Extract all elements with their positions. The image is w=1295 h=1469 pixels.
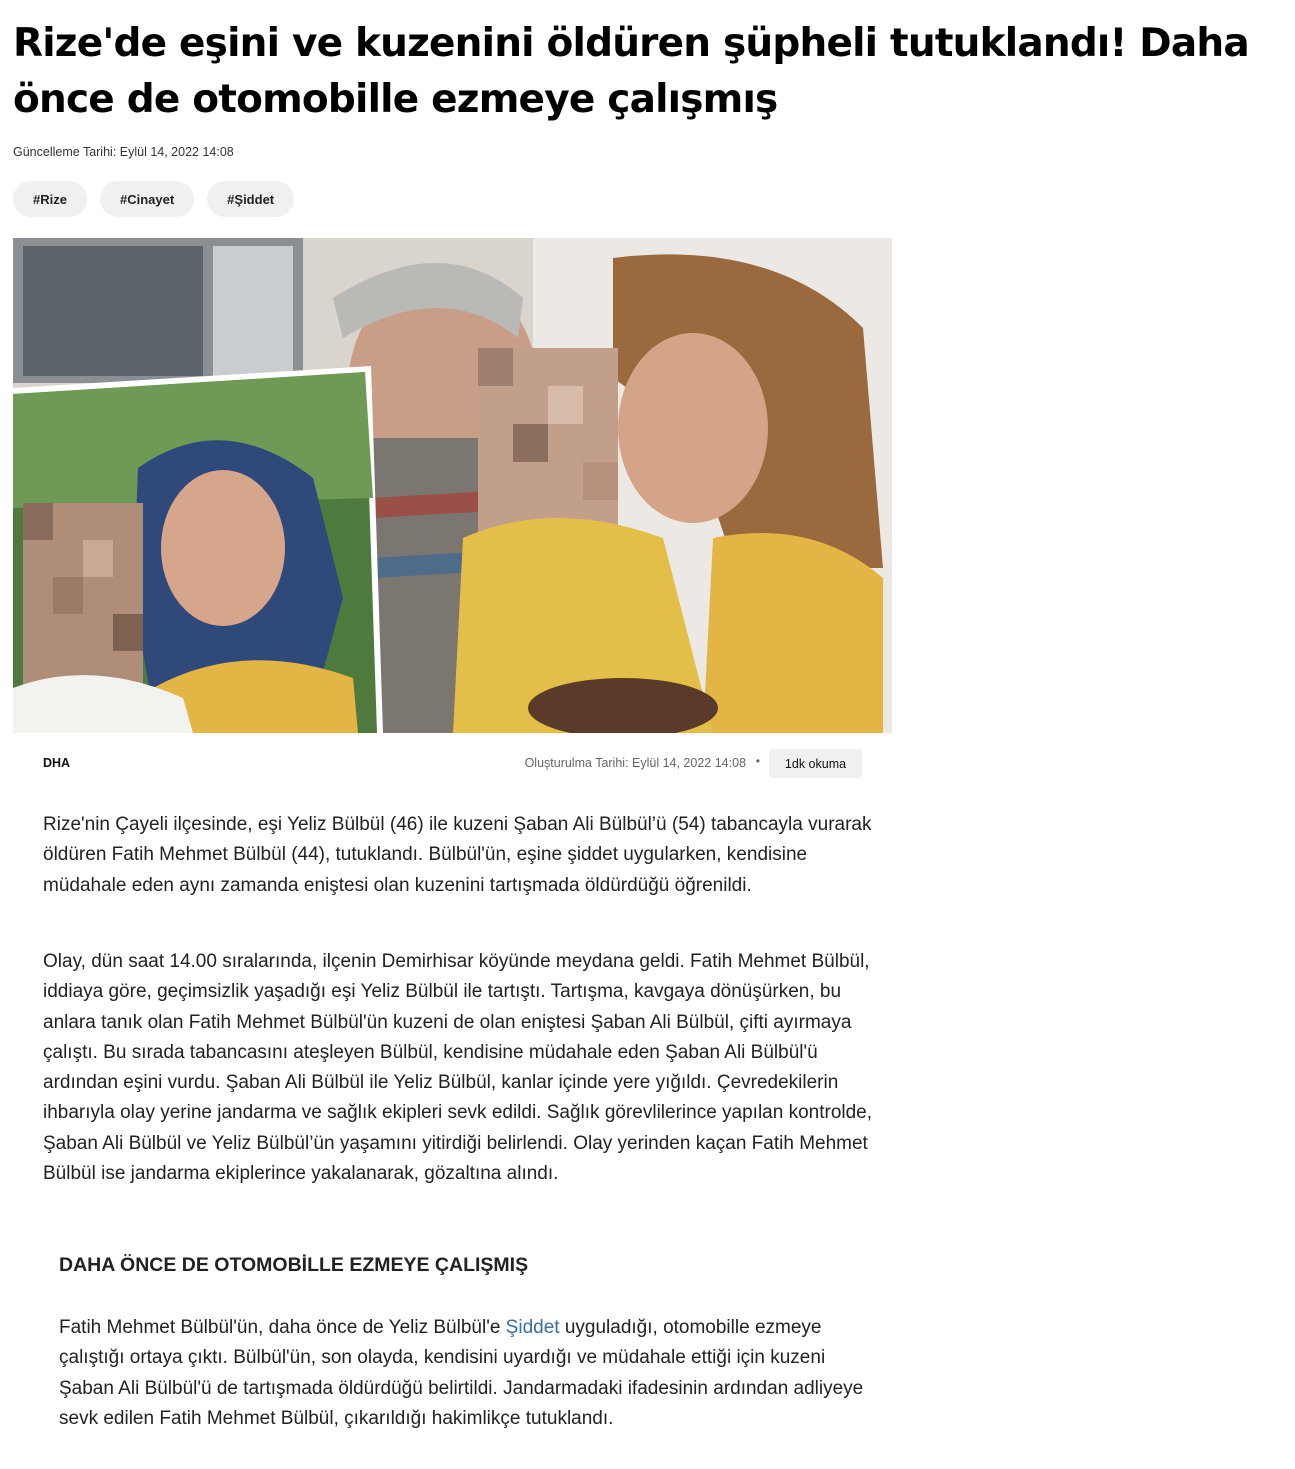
tag-siddet[interactable]: #Şiddet [207, 181, 294, 217]
tag-list [13, 181, 294, 217]
meta-separator: • [755, 754, 760, 768]
article-meta-bar [43, 748, 862, 778]
article-paragraph-1: Rize'nin Çayeli ilçesinde, eşi Yeliz Bülbül (46) ile kuzeni Şaban Ali Bülbül’ü (54) tabancayla vurarak öldüren Fatih Mehmet Bülbül (44), tutuklandı. Bülbül'ün, eşine şiddet uygularken, kendisine müdahale eden aynı zamanda eniştesi olan kuzenini tartışmada öldürdüğü öğrenildi. [43, 814, 872, 896]
update-date: Güncelleme Tarihi: Eylül 14, 2022 14:08 [13, 145, 234, 159]
paragraph-3-text-start: Fatih Mehmet Bülbül'ün, daha önce de Yeliz Bülbül'e [59, 1317, 506, 1338]
tag-cinayet[interactable]: #Cinayet [100, 181, 194, 217]
paragraph-3-text-end: uyguladığı, otomobille ezmeye çalıştığı ortaya çıktı. Bülbül'ün, son olayda, kendisini uyardığı ve müdahale ettiği için kuzeni Şaban Ali Bülbül'ü de tartışmada öldürdüğü belirtildi. Jandarmadaki ifadesinin ardından adliyeye sevk edilen Fatih Mehmet Bülbül, çıkarıldığı hakimlikçe tutuklandı. [59, 1317, 864, 1429]
read-time-badge: 1dk okuma [769, 749, 862, 778]
article-title: Rize'de eşini ve kuzenini öldüren şüpheli tutuklandı! Daha önce de otomobille ezmeye çalışmış [13, 21, 1249, 122]
tag-rize[interactable]: #Rize [13, 181, 87, 217]
article-subheading: DAHA ÖNCE DE OTOMOBİLLE EZMEYE ÇALIŞMIŞ [59, 1254, 529, 1276]
article-hero-image [13, 238, 892, 733]
siddet-link[interactable]: Şiddet [505, 1317, 560, 1338]
article-paragraph-3 [59, 1313, 881, 1434]
news-source: DHA [43, 756, 71, 770]
article-paragraph-2: Olay, dün saat 14.00 sıralarında, ilçenin Demirhisar köyünde meydana geldi. Fatih Mehmet Bülbül, iddiaya göre, geçimsizlik yaşadığı eşi Yeliz Bülbül ile tartıştı. Tartışma, kavgaya dönüşürken, bu anlara tanık olan Fatih Mehmet Bülbül'ün kuzeni de olan eniştesi Şaban Ali Bülbül, çifti ayırmaya çalıştı. Bu sırada tabancasını ateşleyen Bülbül, kendisine müdahale eden Şaban Ali Bülbül'ü ardından eşini vurdu. Şaban Ali Bülbül ile Yeliz Bülbül, kanlar içinde yere yığıldı. Çevredekilerin ihbarıyla olay yerine jandarma ve sağlık ekipleri sevk edildi. Sağlık görevlilerince yapılan kontrolde, Şaban Ali Bülbül ve Yeliz Bülbül’ün yaşamını yitirdiği belirlendi. Olay yerinden kaçan Fatih Mehmet Bülbül ise jandarma ekiplerince yakalanarak, gözaltına alındı. [43, 951, 873, 1185]
created-date: Oluşturulma Tarihi: Eylül 14, 2022 14:08 [524, 756, 746, 770]
hero-photo-collage [13, 238, 892, 733]
